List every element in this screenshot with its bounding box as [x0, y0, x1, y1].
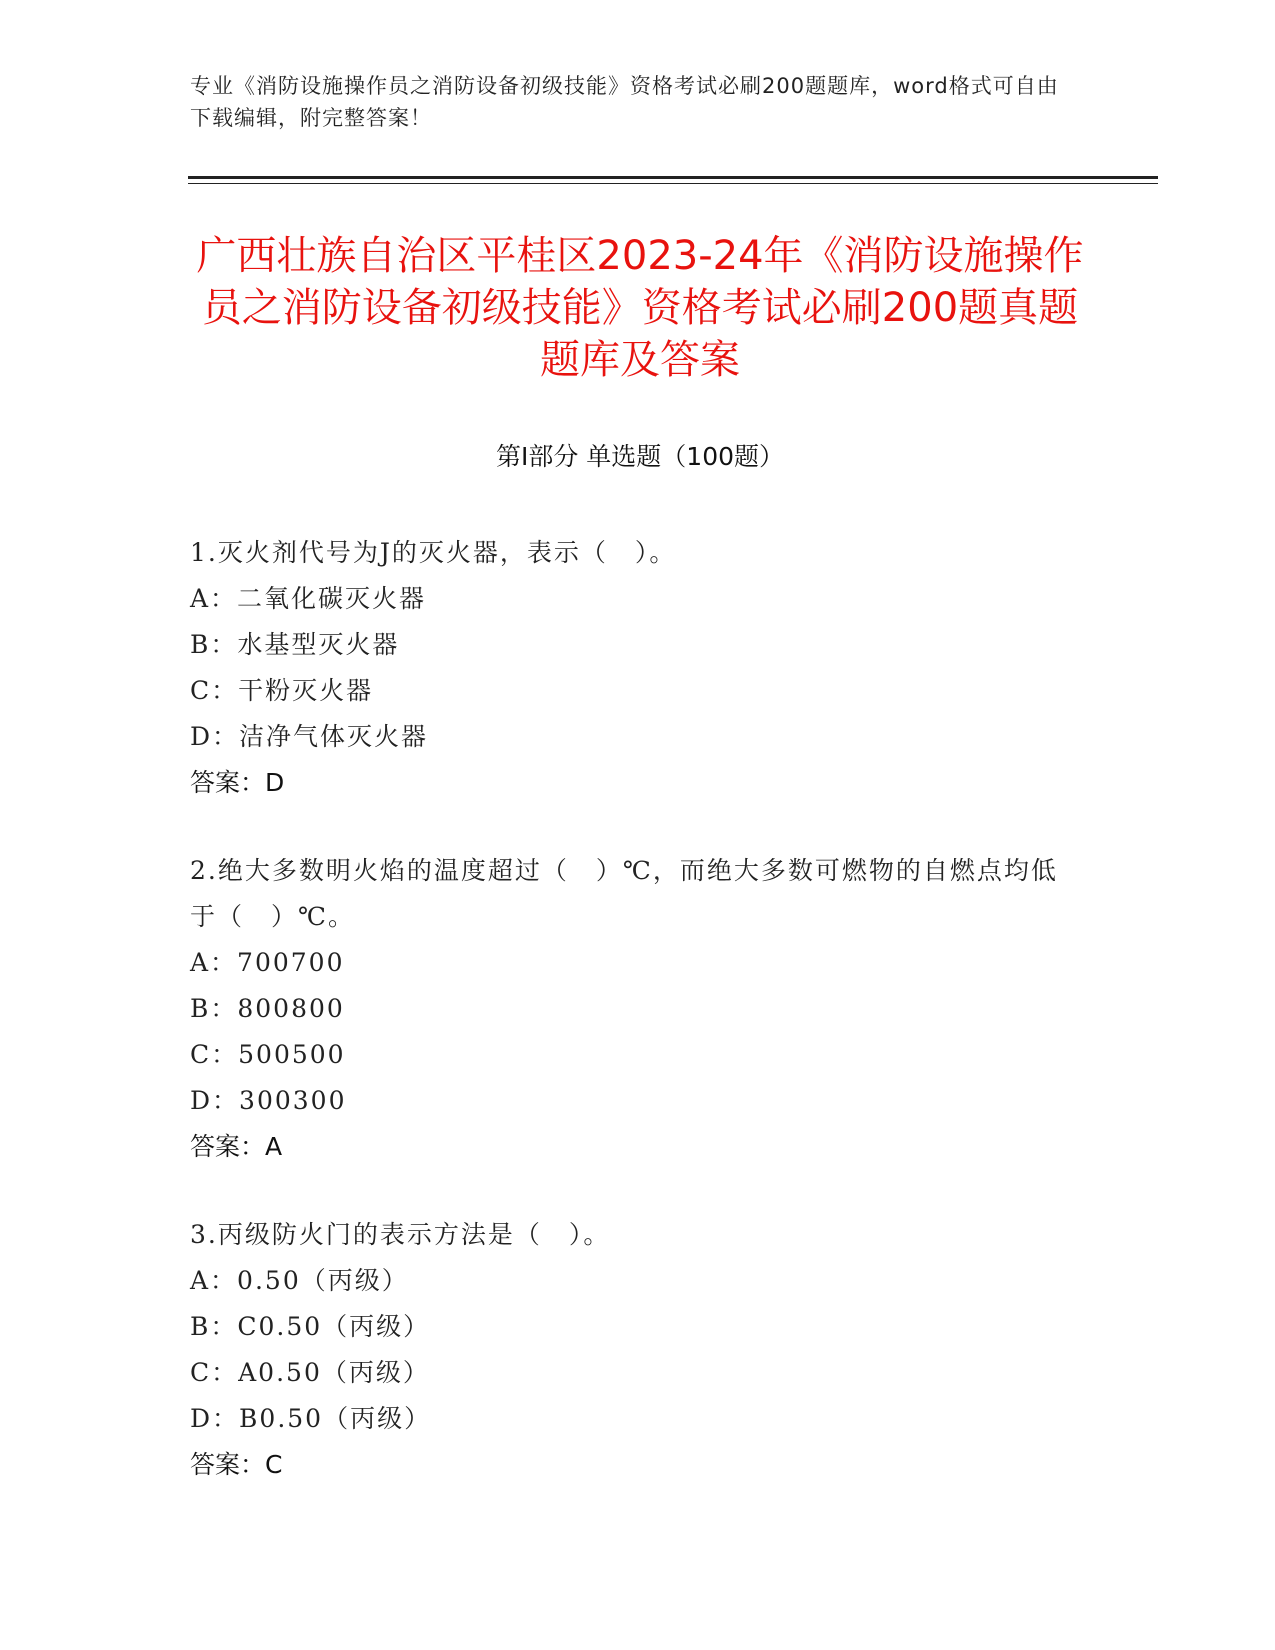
- answer: 答案：A: [190, 1132, 283, 1161]
- question-1: [190, 530, 1070, 806]
- option-a: A：二氧化碳灭火器: [190, 584, 427, 613]
- option-c: C：A0.50（丙级）: [190, 1358, 430, 1387]
- option-b: B：C0.50（丙级）: [190, 1312, 431, 1341]
- option-b: B：800800: [190, 994, 345, 1023]
- option-b: B：水基型灭火器: [190, 630, 400, 659]
- option-a: A：0.50（丙级）: [190, 1266, 409, 1295]
- header-divider-thick: [188, 176, 1158, 179]
- header-note: 专业《消防设施操作员之消防设备初级技能》资格考试必刷200题题库，word格式可自由下载编辑，附完整答案！: [190, 74, 1059, 130]
- question-stem: 2.绝大多数明火焰的温度超过（ ）℃，而绝大多数可燃物的自燃点均低于（ ）℃。: [190, 856, 1058, 931]
- option-d: D：洁净气体灭火器: [190, 722, 429, 751]
- question-stem: 3.丙级防火门的表示方法是（ ）。: [190, 1220, 611, 1249]
- question-3: [190, 1212, 1070, 1488]
- option-c: C：干粉灭火器: [190, 676, 374, 705]
- option-c: C：500500: [190, 1040, 346, 1069]
- answer: 答案：C: [190, 1450, 283, 1479]
- option-a: A：700700: [190, 948, 345, 977]
- question-list: [190, 530, 1070, 1530]
- section-heading: 第Ⅰ部分 单选题（100题）: [495, 442, 785, 471]
- option-d: D：300300: [190, 1086, 347, 1115]
- question-stem: 1.灭火剂代号为J的灭火器，表示（ ）。: [190, 538, 677, 567]
- answer: 答案：D: [190, 768, 285, 797]
- option-d: D：B0.50（丙级）: [190, 1404, 432, 1433]
- header-divider-thin: [188, 183, 1158, 184]
- question-2: [190, 848, 1070, 1170]
- document-title: 广西壮族自治区平桂区2023-24年《消防设施操作员之消防设备初级技能》资格考试必刷200题真题题库及答案: [196, 233, 1084, 383]
